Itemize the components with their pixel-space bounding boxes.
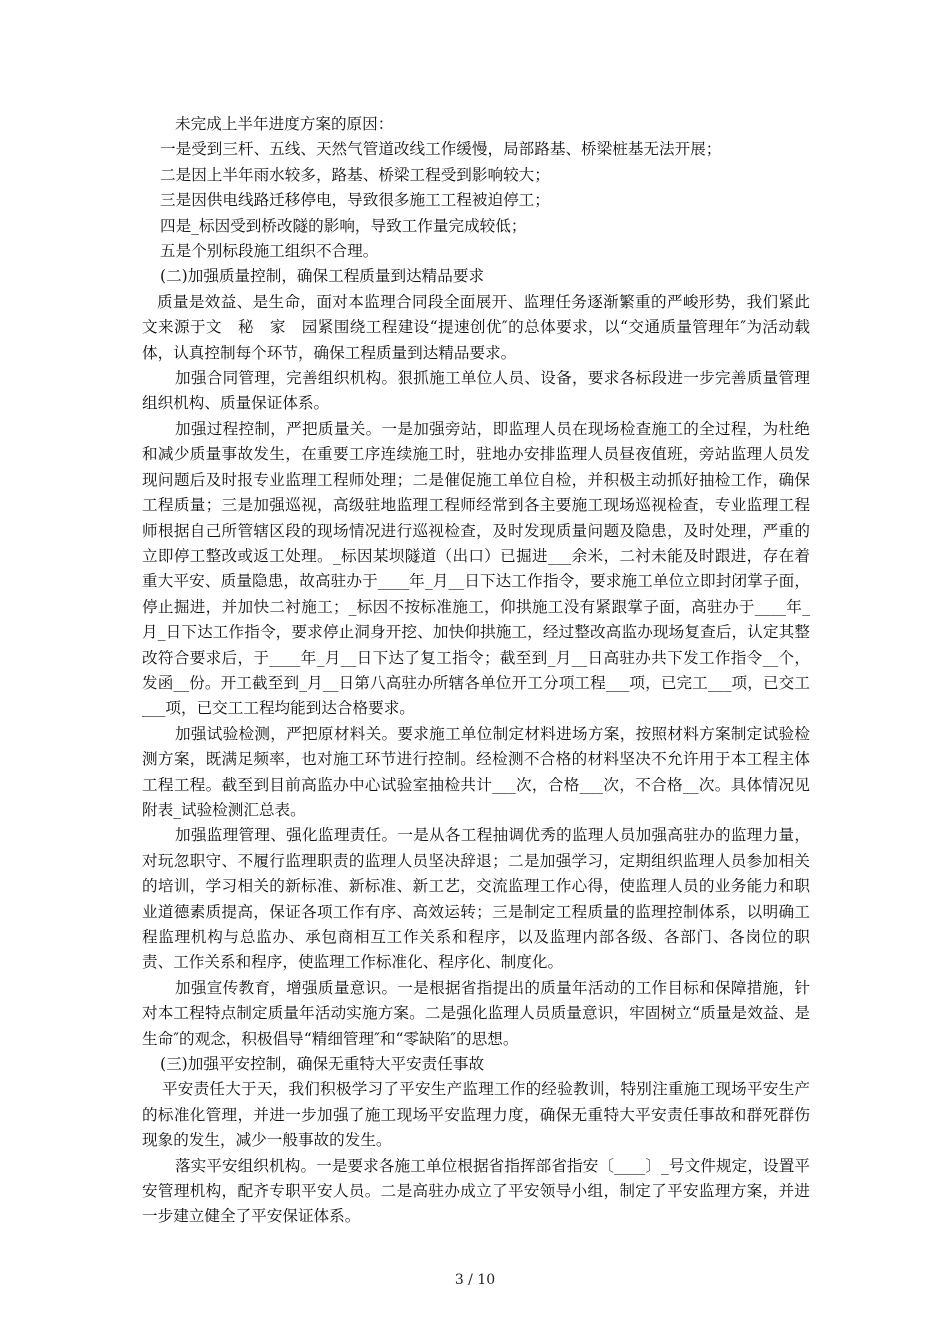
paragraph-reason-4: 四是_标因受到桥改隧的影响，导致工作量完成较低； [160, 216, 527, 235]
paragraph-testing: 加强试验检测，严把原材料关。要求施工单位制定材料进场方案，按照材料方案制定试验检测方案，既满足频率，也对施工环节进行控制。经检测不合格的材料坚决不允许用于本工程主体工程工程。截至到目前高监办中心试验室抽检共计___次，合格___次，不合格__次。具体情况见附表_试验检测汇总表。 [142, 724, 810, 819]
paragraph-supervision-management: 加强监理管理、强化监理责任。一是从各工程抽调优秀的监理人员加强高驻办的监理力量，对玩忽职守、不履行监理职责的监理人员坚决辞退；二是加强学习，定期组织监理人员参加相关的培训，学习相关的新标准、新标准、新工艺，交流监理工作心得，使监理人员的业务能力和职业道德素质提高，保证各项工作有序、高效运转；三是制定工程质量的监理控制体系，以明确工程监理机构与总监办、承包商相互工作关系和程序，以及监理内部各级、各部门、各岗位的职责、工作关系和程序，使监理工作标准化、程序化、制度化。 [142, 826, 810, 972]
page-number: 3 / 10 [454, 1272, 496, 1288]
paragraph-reasons-intro: 未完成上半年进度方案的原因： [175, 115, 394, 133]
section-heading-safety: (三)加强平安控制，确保无重特大平安责任事故 [160, 1055, 485, 1074]
paragraph-quality-intro: 质量是效益、是生命，面对本监理合同段全面展开、监理任务逐渐繁重的严峻形势，我们紧此 文来源于文 秘 家 园紧围绕工程建设“提速创优″的总体要求，以“交通质量管理年″为活动载体，认真控制每个环节，确保工程质量到达精品要求。 [142, 292, 826, 362]
section-heading-quality: (二)加强质量控制，确保工程质量到达精品要求 [160, 267, 485, 286]
paragraph-reason-3: 三是因供电线路迁移停电，导致很多施工工程被迫停工； [160, 191, 550, 210]
document-body [142, 112, 826, 1230]
paragraph-contract-management: 加强合同管理，完善组织机构。狠抓施工单位人员、设备，要求各标段进一步完善质量管理组织机构、质量保证体系。 [142, 369, 810, 413]
paragraph-safety-organization: 落实平安组织机构。一是要求各施工单位根据省指挥部省指安〔____〕_号文件规定，设置平安管理机构，配齐专职平安人员。二是高驻办成立了平安领导小组，制定了平安监理方案，并进一步建立健全了平安保证体系。 [142, 1156, 810, 1226]
paragraph-safety-intro: 平安责任大于天，我们积极学习了平安生产监理工作的经验教训，特别注重施工现场平安生产的标准化管理，并进一步加强了施工现场平安监理力度，确保无重特大平安责任事故和群死群伤现象的发生，减少一般事故的发生。 [142, 1080, 810, 1150]
paragraph-reason-5: 五是个别标段施工组织不合理。 [160, 242, 379, 261]
paragraph-process-control: 加强过程控制，严把质量关。一是加强旁站，即监理人员在现场检查施工的全过程，为杜绝和减少质量事故发生，在重要工序连续施工时，驻地办安排监理人员昼夜值班，旁站监理人员发现问题后及时报专业监理工程师处理；二是催促施工单位自检，并积极主动抓好抽检工作，确保工程质量；三是加强巡视，高级驻地监理工程师经常到各主要施工现场巡视检查，专业监理工程师根据自己所管辖区段的现场情况进行巡视检查，及时发现质量问题及隐患，及时处理，严重的立即停工整改或返工处理。_标因某坝隧道（出口）已掘进___余米，二衬未能及时跟进，存在着重大平安、质量隐患，故高驻办于____年_月__日下达工作指令，要求施工单位立即封闭掌子面，停止掘进，并加快二衬施工；_标因不按标准施工，仰拱施工没有紧跟掌子面，高驻办于____年_月_日下达工作指令，要求停止洞身开挖、加快仰拱施工，经过整改高监办现场复查后，认定其整改符合要求后，于____年_月__日下达了复工指令；截至到_月__日高驻办共下发工作指令__个，发函__份。开工截至到_月__日第八高驻办所辖各单位开工分项工程___项，已完工___项，已交工___项，已交工工程均能到达合格要求。 [142, 419, 810, 718]
paragraph-reason-1: 一是受到三杆、五线、天然气管道改线工作缓慢，局部路基、桥梁桩基无法开展； [160, 140, 722, 159]
paragraph-publicity-education: 加强宣传教育，增强质量意识。一是根据省指提出的质量年活动的工作目标和保障措施，针对本工程特点制定质量年活动实施方案。二是强化监理人员质量意识，牢固树立“质量是效益、是生命″的观念，积极倡导“精细管理″和“零缺陷″的思想。 [142, 978, 810, 1048]
paragraph-reason-2: 二是因上半年雨水较多，路基、桥梁工程受到影响较大； [160, 165, 550, 184]
